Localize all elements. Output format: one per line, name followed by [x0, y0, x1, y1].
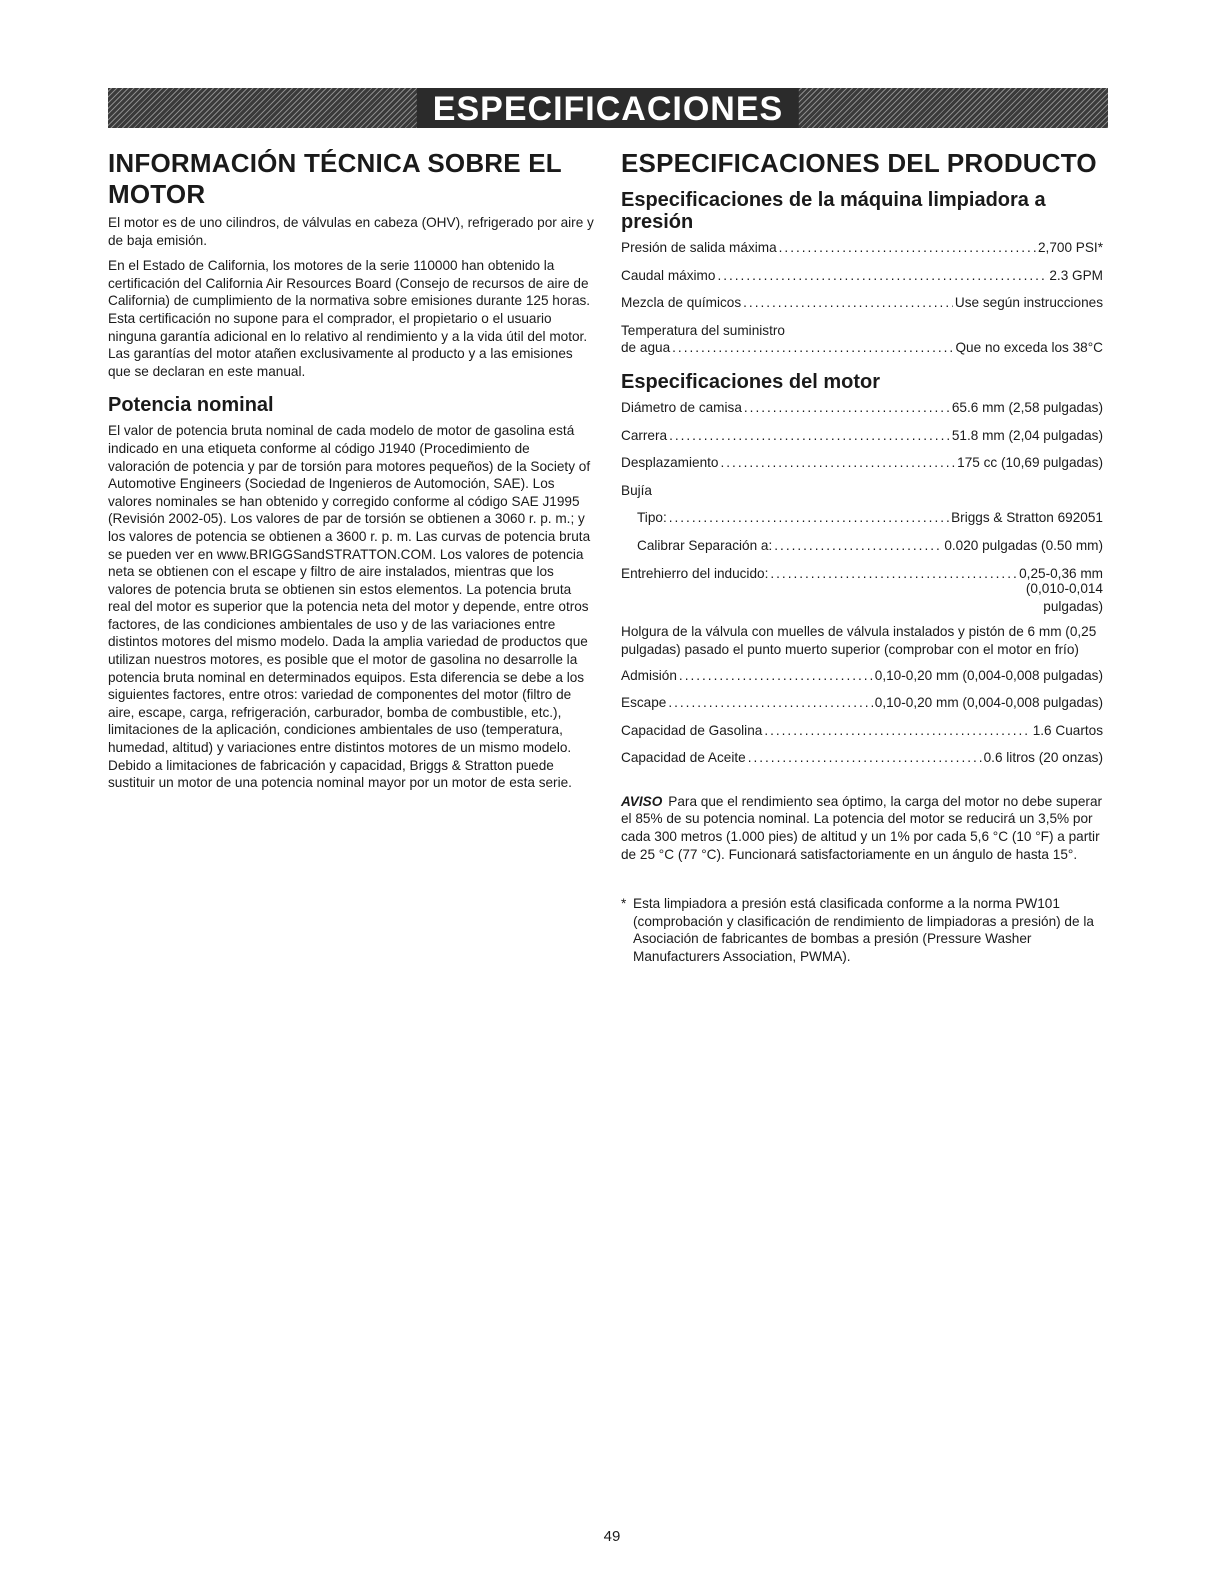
notice-label: AVISO — [621, 793, 663, 809]
dot-leader — [748, 749, 982, 767]
dot-leader — [669, 509, 949, 527]
spec-row — [621, 399, 1103, 417]
power-rating-paragraph: El valor de potencia bruta nominal de cada modelo de motor de gasolina está indicado en una etiqueta conforme al código J1940 (Procedimiento de valoración de potencia y par de torsión para motores pequeños) de la Society of Automotive Engineers (Sociedad de Ingenieros de Automoción, SAE). Los valores nominales se han obtenido y corregido conforme al código SAE J1995 (Revisión 2002-05). Los valores de par de torsión se obtienen a 3060 r. p. m.; y los valores de potencia se obtienen a 3600 r. p. m. Las curvas de potencia bruta se pueden ver en www.BRIGGSandSTRATTON.COM. Los valores de potencia neta se obtienen con el escape y filtro de aire instalados, mientras que los valores de potencia bruta se obtienen sin estos elementos. La potencia bruta real del motor es superior que la potencia neta del motor y depende, entre otros factores, de las condiciones ambientales de uso y de las variaciones entre distintos motores del mismo modelo. Dada la amplia variedad de productos que utilizan nuestros motores, es posible que el motor de gasolina no desarrolle la potencia bruta nominal en determinados equipos. Esta diferencia se debe a los siguientes factores, entre otros: variedad de componentes del motor (filtro de aire, escape, carga, refrigeración, carburador, bomba de combustible, etc.), limitaciones de la aplicación, condiciones ambientales de uso (temperatura, humedad, altitud) y variaciones entre distintos motores de un mismo modelo. Debido a limitaciones de fabricación y capacidad, Briggs & Stratton puede sustituir un motor de una potencia nominal mayor por un motor de esta serie. — [108, 423, 591, 791]
spec-value: 0,10-0,20 mm (0,004-0,008 pulgadas) — [874, 667, 1103, 683]
dot-leader — [744, 399, 950, 417]
dot-leader — [717, 267, 1047, 285]
spec-value: Que no exceda los 38°C — [955, 340, 1103, 356]
spec-value: 1.6 Cuartos — [1032, 722, 1103, 738]
footnote-mark: * — [621, 896, 627, 912]
spec-row — [621, 454, 1103, 472]
spark-plug-label: Bujía — [621, 482, 652, 498]
spec-label: Capacidad de Aceite — [621, 750, 746, 766]
spec-row — [621, 267, 1103, 285]
spec-row — [621, 667, 1103, 685]
dot-leader — [779, 239, 1036, 257]
dot-leader — [668, 694, 872, 712]
spec-value: 0.6 litros (20 onzas) — [983, 750, 1103, 766]
spec-row — [621, 537, 1103, 555]
dot-leader — [774, 537, 942, 555]
footnote-text: Esta limpiadora a presión está clasificada conforme a la norma PW101 (comprobación y clasificación de rendimiento de limpiadoras a presión) de la Asociación de fabricantes de bombas a presión (Pressure Washer Manufacturers Association, PWMA). — [633, 896, 1094, 965]
armature-value-line2: (0,010-0,014 — [1025, 581, 1103, 597]
spec-value: Briggs & Stratton 692051 — [951, 510, 1103, 526]
spec-value: Use según instrucciones — [954, 295, 1103, 311]
dot-leader — [764, 722, 1030, 740]
spec-label: Caudal máximo — [621, 267, 716, 283]
section-banner — [108, 88, 1108, 128]
spec-value: 51.8 mm (2,04 pulgadas) — [951, 427, 1103, 443]
spec-label: Mezcla de químicos — [621, 295, 742, 311]
spec-label: Admisión — [621, 667, 677, 683]
spec-label: Capacidad de Gasolina — [621, 722, 763, 738]
notice-block — [621, 793, 1103, 863]
spec-value: 175 cc (10,69 pulgadas) — [957, 455, 1103, 471]
spec-row — [621, 722, 1103, 740]
dot-leader — [743, 294, 953, 312]
right-column — [621, 148, 1103, 966]
spec-label: Calibrar Separación a: — [637, 537, 773, 553]
dot-leader — [679, 667, 873, 685]
spec-value: 0.020 pulgadas (0.50 mm) — [944, 537, 1103, 553]
spec-row — [621, 694, 1103, 712]
spec-row — [621, 339, 1103, 357]
spec-row — [621, 427, 1103, 445]
engine-intro-paragraph: El motor es de uno cilindros, de válvulas en cabeza (OHV), refrigerado por aire y de baja emisión. — [108, 215, 594, 248]
armature-value-continued — [621, 580, 1103, 615]
california-certification-paragraph: En el Estado de California, los motores de la serie 110000 han obtenido la certificación del California Air Resources Board (Consejo de recursos de aire de California) de cumplimiento de la normativa sobre emisiones durante 125 horas. Esta certificación no supone para el comprador, el propietario o el usuario ninguna garantía adicional en lo relativo al rendimiento y a la vida útil del motor. Las garantías del motor atañen exclusivamente al producto y a las emisiones que se declaran en este manual. — [108, 258, 591, 379]
spec-row — [621, 294, 1103, 312]
washer-specs-heading: Especificaciones de la máquina limpiadora a presión — [621, 189, 1046, 233]
spec-label: Presión de salida máxima — [621, 240, 777, 255]
armature-value-line3: pulgadas) — [1043, 598, 1103, 614]
valve-clearance-text: Holgura de la válvula con muelles de válvula instalados y pistón de 6 mm (0,25 pulgadas) pasado el punto muerto superior (comprobar con el motor en frío) — [621, 624, 1097, 657]
motor-specs-heading: Especificaciones del motor — [621, 370, 880, 393]
engine-info-heading: INFORMACIÓN TÉCNICA SOBRE EL MOTOR — [108, 148, 562, 209]
spec-label: Tipo: — [637, 510, 667, 526]
product-specs-heading: ESPECIFICACIONES DEL PRODUCTO — [621, 148, 1097, 178]
dot-leader — [720, 454, 955, 472]
spec-label: Desplazamiento — [621, 455, 719, 471]
spec-row — [621, 749, 1103, 767]
spec-row — [621, 509, 1103, 527]
dot-leader — [672, 339, 953, 357]
spec-value: 2,700 PSI* — [1038, 240, 1103, 255]
spec-value: 0,25-0,36 mm — [1019, 565, 1103, 581]
spec-label: Diámetro de camisa — [621, 399, 742, 415]
power-rating-heading: Potencia nominal — [108, 394, 274, 417]
spec-value: 0,10-0,20 mm (0,004-0,008 pulgadas) — [874, 695, 1103, 711]
dot-leader — [770, 565, 1017, 583]
spec-label: de agua — [621, 340, 671, 356]
spec-value: 65.6 mm (2,58 pulgadas) — [951, 399, 1103, 415]
left-column — [108, 148, 594, 800]
spec-value: 2.3 GPM — [1049, 267, 1103, 283]
dot-leader — [669, 427, 950, 445]
banner-title: ESPECIFICACIONES — [417, 88, 799, 128]
spec-label: Entrehierro del inducido: — [621, 565, 769, 581]
footnote — [621, 895, 1103, 965]
page-number: 49 — [603, 1528, 621, 1545]
water-temp-label: Temperatura del suministro — [621, 322, 785, 338]
spec-label: Carrera — [621, 427, 668, 443]
spec-row — [621, 239, 1103, 257]
spec-label: Escape — [621, 695, 667, 711]
notice-text: Para que el rendimiento sea óptimo, la carga del motor no debe superar el 85% de su potencia nominal. La potencia del motor se reducirá un 3,5% por cada 300 metros (1.000 pies) de altitud y un 1% por cada 5,6 °C (10 °F) a partir de 25 °C (77 °C). Funcionará satisfactoriamente en un ángulo de hasta 15°. — [621, 793, 1103, 862]
